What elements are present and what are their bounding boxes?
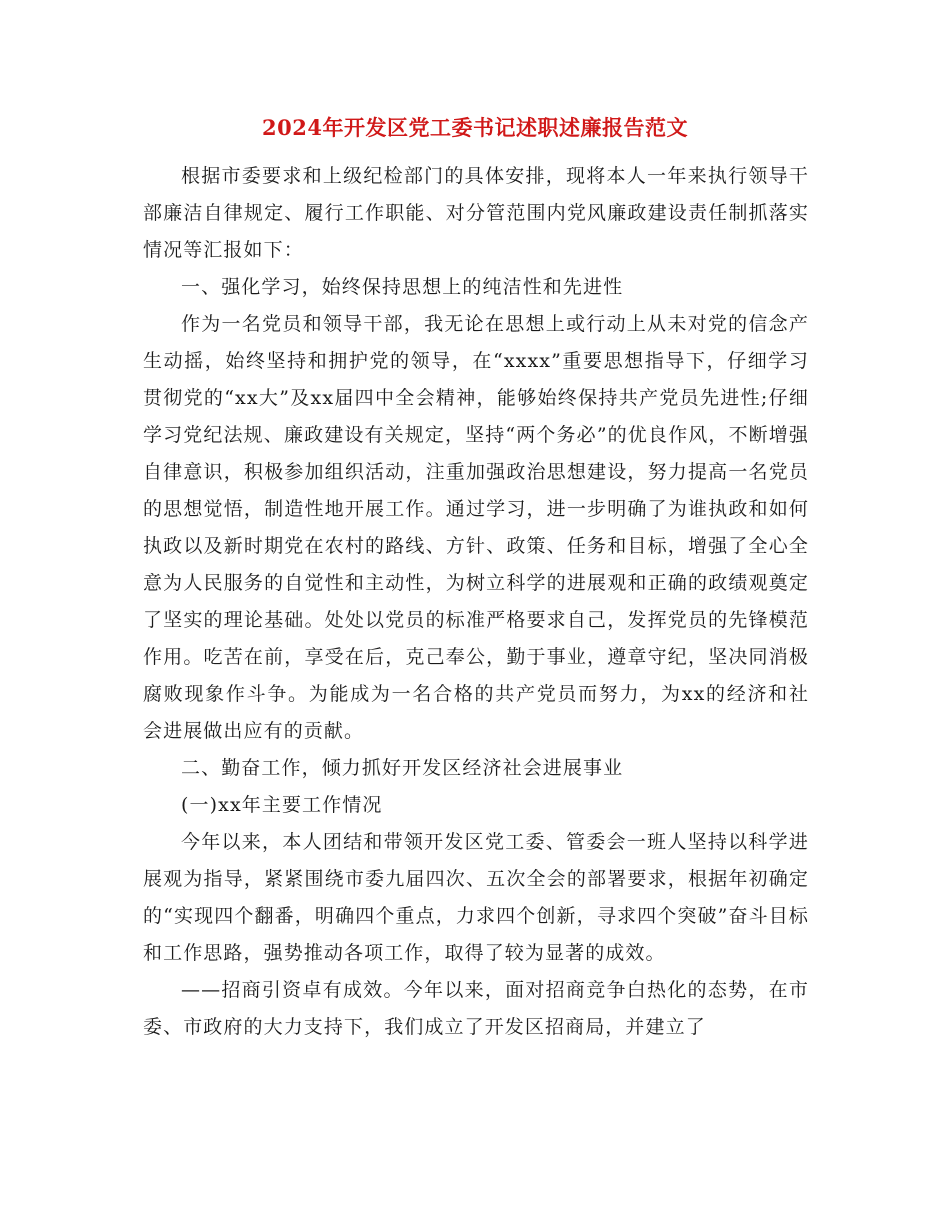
document-body bbox=[143, 158, 809, 1046]
paragraph-study: 作为一名党员和领导干部，我无论在思想上或行动上从未对党的信念产生动摇，始终坚持和拥护党的领导，在“xxxx”重要思想指导下，仔细学习贯彻党的“xx大”及xx届四中全会精神，能够始终保持共产党员先进性;仔细学习党纪法规、廉政建设有关规定，坚持“两个务必”的优良作风，不断增强自律意识，积极参加组织活动，注重加强政治思想建设，努力提高一名党员的思想觉悟，制造性地开展工作。通过学习，进一步明确了为谁执政和如何执政以及新时期党在农村的路线、方针、政策、任务和目标，增强了全心全意为人民服务的自觉性和主动性，为树立科学的进展观和正确的政绩观奠定了坚实的理论基础。处处以党员的标准严格要求自己，发挥党员的先锋模范作用。吃苦在前，享受在后，克己奉公，勤于事业，遵章守纪，坚决同消极腐败现象作斗争。为能成为一名合格的共产党员而努力，为xx的经济和社会进展做出应有的贡献。 bbox=[143, 313, 809, 742]
section-heading-2: 二、勤奋工作，倾力抓好开发区经济社会进展事业 bbox=[181, 757, 624, 779]
paragraph-work-summary: 今年以来，本人团结和带领开发区党工委、管委会一班人坚持以科学进展观为指导，紧紧围绕市委九届四次、五次全会的部署要求，根据年初确定的“实现四个翻番，明确四个重点，力求四个创新，寻求四个突破”奋斗目标和工作思路，强势推动各项工作，取得了较为显著的成效。 bbox=[143, 831, 809, 964]
section-heading-1: 一、强化学习，始终保持思想上的纯洁性和先进性 bbox=[181, 276, 624, 298]
paragraph-investment: ——招商引资卓有成效。今年以来，面对招商竞争白热化的态势，在市委、市政府的大力支持下，我们成立了开发区招商局，并建立了 bbox=[143, 979, 809, 1038]
paragraph-intro: 根据市委要求和上级纪检部门的具体安排，现将本人一年来执行领导干部廉洁自律规定、履行工作职能、对分管范围内党风廉政建设责任制抓落实情况等汇报如下： bbox=[143, 165, 809, 261]
document-title: 2024年开发区党工委书记述职述廉报告范文 bbox=[262, 115, 688, 140]
subsection-heading-1: (一)xx年主要工作情况 bbox=[181, 794, 383, 816]
